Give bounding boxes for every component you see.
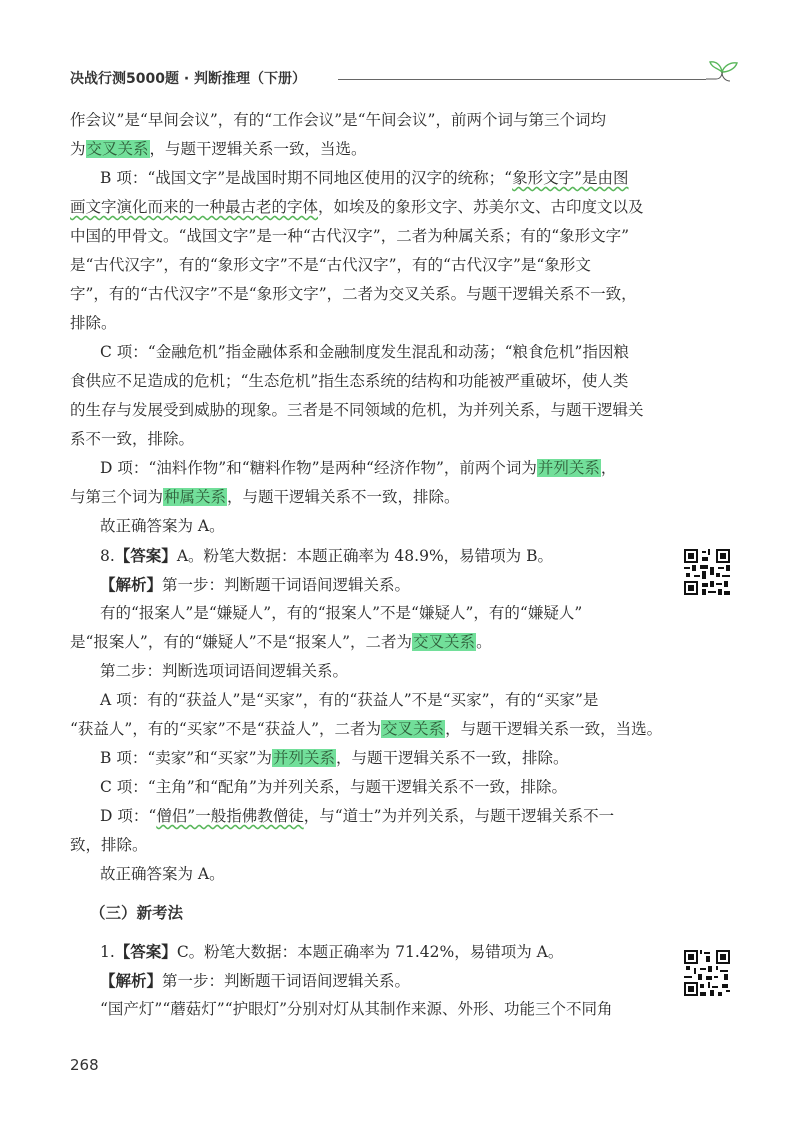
qr-code-icon[interactable] [682, 547, 732, 597]
text-line: “国产灯”“蘑菇灯”“护眼灯”分别对灯从其制作来源、外形、功能三个不同角 [100, 1000, 613, 1018]
analysis-line: 【解析】第一步：判断题干词语间逻辑关系。 [100, 971, 411, 990]
text-line: 食供应不足造成的危机；“生态危机”指生态系统的结构和功能被严重破坏，使人类 [70, 372, 629, 390]
text-line: 系不一致，排除。 [70, 430, 195, 448]
wavy-underline: 画文字演化而来的一种最古老的字体 [70, 198, 319, 216]
text-line: C 项：“金融危机”指金融体系和金融制度发生混乱和动荡；“粮食危机”指因粮 [100, 343, 629, 361]
analysis-label: 【解析】 [100, 575, 163, 594]
text-line: 致，排除。 [70, 836, 148, 854]
highlight: 交叉关系 [382, 720, 445, 738]
text-line: 画文字演化而来的一种最古老的字体，如埃及的象形文字、苏美尔文、古印度文以及 [70, 198, 644, 216]
text-line: 作会议”是“早间会议”，有的“工作会议”是“午间会议”，前两个词与第三个词均 [70, 111, 606, 129]
answer-label: 【答案】 [114, 942, 177, 961]
highlight: 并列关系 [273, 749, 336, 767]
text-line: 故正确答案为 A。 [100, 517, 225, 535]
text-line: 中国的甲骨文。“战国文字”是一种“古代汉字”，二者为种属关系；有的“象形文字” [70, 227, 630, 245]
text-line: 为交叉关系，与题干逻辑关系一致，当选。 [70, 140, 367, 158]
analysis-label: 【解析】 [100, 971, 163, 990]
page-header [70, 64, 740, 94]
text-line: B 项：“战国文字”是战国时期不同地区使用的汉字的统称；“象形文字”是由图 [100, 169, 629, 187]
wavy-underline: 僧侣”一般指佛教僧徒 [156, 807, 304, 825]
text-line: “获益人”，有的“买家”不是“获益人”，二者为交叉关系，与题干逻辑关系一致，当选。 [70, 720, 663, 738]
answer-line: 1.【答案】C。粉笔大数据：本题正确率为 71.42%，易错项为 A。 [100, 942, 564, 961]
text-line: A 项：有的“获益人”是“买家”，有的“获益人”不是“买家”，有的“买家”是 [100, 691, 599, 709]
analysis-line: 【解析】第一步：判断题干词语间逻辑关系。 [100, 575, 411, 594]
header-rule [338, 79, 706, 80]
text-line: C 项：“主角”和“配角”为并列关系，与题干逻辑关系不一致，排除。 [100, 778, 567, 796]
qr-code-icon[interactable] [682, 948, 732, 998]
header-title: 决战行测5000题 · 判断推理（下册） [70, 71, 307, 87]
page-number: 268 [70, 1056, 99, 1074]
highlight: 并列关系 [537, 459, 600, 477]
text-line: 是“报案人”，有的“嫌疑人”不是“报案人”，二者为交叉关系。 [70, 633, 492, 651]
wavy-underline: 象形文字”是由图 [512, 169, 629, 187]
text-line: D 项：“油料作物”和“糖料作物”是两种“经济作物”，前两个词为并列关系， [100, 459, 617, 477]
text-line: 有的“报案人”是“嫌疑人”，有的“报案人”不是“嫌疑人”，有的“嫌疑人” [100, 604, 583, 622]
text-line: 排除。 [70, 314, 117, 332]
text-line: 字”，有的“古代汉字”不是“象形文字”，二者为交叉关系。与题干逻辑关系不一致， [70, 285, 637, 303]
highlight: 交叉关系 [413, 633, 476, 651]
highlight: 种属关系 [164, 488, 227, 506]
text-line: 故正确答案为 A。 [100, 865, 225, 883]
text-line: 是“古代汉字”，有的“象形文字”不是“古代汉字”，有的“古代汉字”是“象形文 [70, 256, 591, 274]
answer-line: 8.【答案】A。粉笔大数据：本题正确率为 48.9%，易错项为 B。 [100, 546, 553, 565]
text-line: B 项：“卖家”和“买家”为并列关系，与题干逻辑关系不一致，排除。 [100, 749, 569, 767]
section-heading: （三）新考法 [90, 904, 184, 922]
highlight: 交叉关系 [86, 140, 149, 158]
text-line: 的生存与发展受到威胁的现象。三者是不同领域的危机，为并列关系，与题干逻辑关 [70, 401, 644, 419]
sprout-icon [706, 54, 740, 88]
text-line: 第二步：判断选项词语间逻辑关系。 [100, 662, 349, 680]
answer-label: 【答案】 [114, 546, 177, 565]
text-line: D 项：“僧侣”一般指佛教僧徒，与“道士”为并列关系，与题干逻辑关系不一 [100, 807, 615, 825]
page-content [70, 106, 670, 1024]
text-line: 与第三个词为种属关系，与题干逻辑关系不一致，排除。 [70, 488, 460, 506]
